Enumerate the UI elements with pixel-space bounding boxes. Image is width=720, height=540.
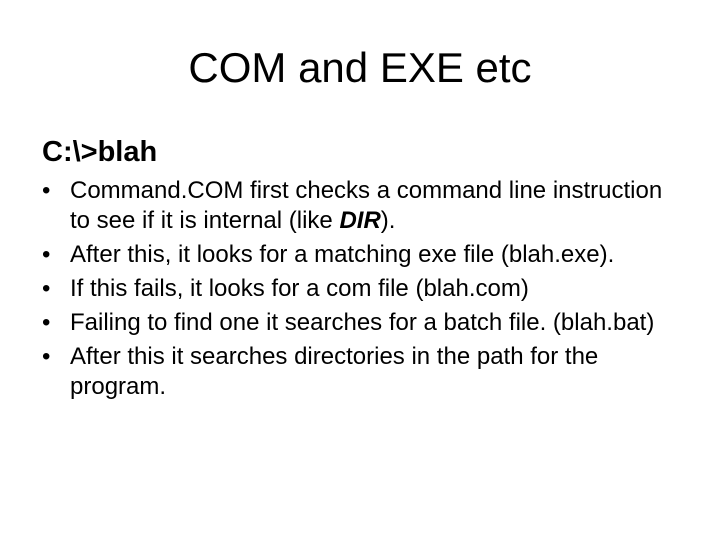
bullet-text: Failing to find one it searches for a batch file. (blah.bat): [70, 309, 655, 336]
bullet-text-end: ).: [380, 207, 396, 234]
bullet-text: After this it searches directories in the path for the program.: [70, 343, 599, 400]
bullet-emphasis: DIR: [339, 207, 381, 234]
bullet-item-exe: [42, 240, 682, 270]
command-prompt-heading: C:\>blah: [42, 136, 158, 168]
bullet-item-com: [42, 274, 682, 304]
bullet-icon: •: [42, 177, 51, 204]
bullet-item-bat: [42, 308, 682, 338]
bullet-item-path: [42, 342, 682, 402]
bullet-icon: •: [42, 275, 51, 302]
bullet-item-internal-command: [42, 176, 682, 236]
bullet-icon: •: [42, 343, 51, 370]
bullet-text: If this fails, it looks for a com file (blah.com): [70, 275, 529, 302]
bullet-icon: •: [42, 241, 51, 268]
bullet-list: [42, 176, 682, 406]
bullet-icon: •: [42, 309, 51, 336]
bullet-text: Command.COM first checks a command line instruction to see if it is internal (like: [70, 177, 663, 234]
slide-title: COM and EXE etc: [188, 44, 532, 91]
bullet-text: After this, it looks for a matching exe file (blah.exe).: [70, 241, 615, 268]
